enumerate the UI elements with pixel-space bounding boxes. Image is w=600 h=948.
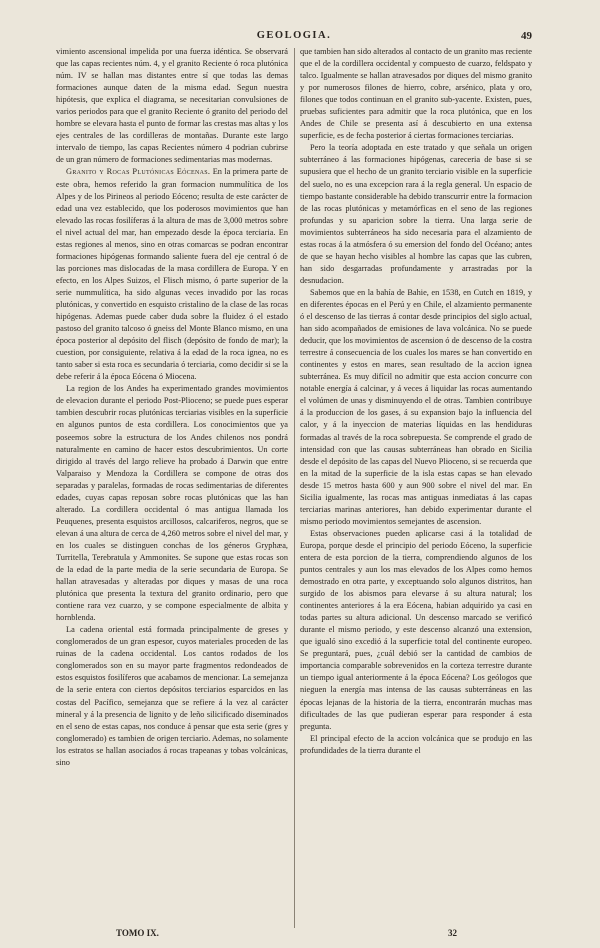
paragraph	[300, 528, 532, 733]
paragraph	[56, 46, 288, 166]
paragraph	[56, 166, 288, 383]
paragraph	[300, 733, 532, 757]
signature-mark: 32	[448, 928, 457, 938]
paragraph	[300, 287, 532, 528]
page-footer	[56, 928, 532, 942]
paragraph-text: Estas observaciones pueden aplicarse casi á la totalidad de Europa, porque desde el principio del periodo Eóceno, la superficie entera de esta porcion de la tierra, comprendiendo algunos de los puntos centrales y aun los mas elevados de los Alpes como hemos demostrado en otra parte, y exceptuando solo algunos distritos, han surgido de los abismos para elevarse á su altura natural; los continentes anteriores á la era Eócena, habian adquirido ya casi en todas partes su altura adicional. Un descenso marcado se verificó durante el mismo periodo, y este descenso alcanzó una extension, que igualó sino excedió á la superficie total del continente europeo. Se preguntará, pues, ¿cuál debió ser la cantidad de cambios de importancia comparable sobrevenidos en la corteza terrestre durante un tiempo igual anteriormente á la época Eócena? Los geólogos que nieguen la energía mas intensa de las causas subterráneas en las épocas lejanas de la historia de la tierra, encontrarán muchas mas dificultades de las que pudieran esperar para responder á esta pregunta.	[300, 528, 532, 731]
volume-label: TOMO IX.	[116, 928, 159, 938]
paragraph-text: Sabemos que en la bahía de Bahie, en 1538, en Cutch en 1819, y en diferentes épocas en el Perú y en Chile, el alzamiento permanente ó el descenso de las tierras á contar desde principios del siglo actual, han sido acompañados de emisiones de lava volcánica. No se puede deducir, que los movimientos de ascension ó de descenso de la costra terrestre á consecuencia de los cuales los mares se han convertido en continentes y estos en mares, sean resultado de la accion ignea subterránea. Es muy difícil no admitir que esta accion concurre con notable energía á calcinar, y á veces á liquidar las rocas aumentando el volúmen de unas y disminuyendo el de otras. Tambien contribuye á la produccion de los gases, á su expansion bajo la influencia del calor, y á la inyeccion de materias líquidas en las hendiduras formadas al través de la roca sobrepuesta. Se comprende el grado de intensidad con que las causas subterráneas han obrado en Sicilia desde el depósito de las capas del Nuevo Plioceno, si se recuerda que en la mitad de la superficie de la isla estas capas se han elevado desde 15 metros hasta 600 y aun 900 sobre el nivel del mar. En Sicilia igualmente, las rocas mas antiguas inmediatas á las capas terciarias marinas anteriores, han debido experimentar durante el mismo periodo movimientos semejantes de ascension.	[300, 287, 532, 526]
page-header	[56, 30, 532, 46]
paragraph	[56, 383, 288, 624]
right-column	[300, 46, 532, 926]
paragraph-text: La region de los Andes ha experimentado grandes movimientos de elevacion durante el periodo Post-Plioceno; se puede pues esperar tambien descubrir rocas plutónicas terciarias visibles en la superficie en algunos puntos de esta cordillera. Los conocimientos que ya poseemos sobre la estructura de los Andes chilenos nos pondrá naturalmente en camino de hacer estos descubrimientos. Un corte dirigido al través del largo relieve ha probado á Darwin que entre Valparaiso y Mendoza la Cordillera se compone de otras dos separadas y paralelas, formadas de rocas sedimentarias de diferentes edades, cuyas capas reposan sobre rocas plutónicas que las han alterado. La cordillera occidental ó mas antigua llamada los Peuquenes, presenta esquistos arcillosos, calcariferos, negros, que se elevan á una altura de cerca de 4,260 metros sobre el nivel del mar, y en los cuales se distinguen conchas de los géneros Gryphæa, Turritella, Terebratula y Ammonites. Se supone que estas rocas son de la edad de la parte media de la serie secundaria de Europa. Se hallan atravesadas y alteradas por diques y masas de una roca plutónica que presenta la textura del granito ordinario, pero que contiene rara vez cuarzo, y se compone especialmente de albita y hornblenda.	[56, 384, 288, 623]
paragraph-text: que tambien han sido alterados al contacto de un granito mas reciente que el de la cordillera occidental y compuesto de cuarzo, feldspato y talco. Igualmente se hallan atravesados por diques del mismo granito y por numerosos filones de hierro, cobre, arsénico, plata y oro, filones que todos continuan en el granito sub-yacente. Existen, pues, pruebas suficientes para admitir que la roca plutónica, que en los Andes de Chile se presenta así á descubierto en una extensa superficie, es de fecha posterior á ciertas formaciones terciarias.	[300, 47, 532, 141]
paragraph-text: El principal efecto de la accion volcánica que se produjo en las profundidades de la tierra durante el	[300, 733, 532, 755]
paragraph-text: En la primera parte de este obra, hemos referido la gran formacion nummulítica de los Alpes y de los Pirineos al periodo Eóceno; resulta de este carácter de edad una vez establecido, que los poderosos movimientos que han elevado las rocas fosilíferas á la altura de mas de 3,000 metros sobre el nivel actual del mar, han empezado desde la época terciaria. En estas regiones al menos, sino en otras comarcas se podran encontrar formaciones hipógenas formando saliente fuera del eje central ó de las porciones mas dislocadas de la masa cordillera de Europa. Y en efecto, en los Alpes Suizos, el Flisch mismo, ó parte superior de la serie nummulítica, ha sido algunas veces invadido por las rocas plutónicas, y convertido en esquisto cristalino de la clase de las rocas hipógenas. Ademas puede caber duda sobre la fluidez ó el estado pastoso del granito talcoso ó gneiss del Monte Blanco mismo, en una época posterior al depósito del flisch (depósito de fondo de mar); la cuestion, por consiguiente, relativa á la edad de la roca ignea, no es tanto saber si esta roca es secundaria ó terciaria, como decidir si se la debe referir á la época Eócena ó Miocena.	[56, 167, 288, 382]
paragraph	[56, 624, 288, 769]
running-title: GEOLOGIA.	[256, 30, 332, 41]
paragraph-text: Pero la teoría adoptada en este tratado y que señala un origen subterráneo á las formaciones hipógenas, careceria de base si se supusiera que el hecho de un granito terciario visible en la superficie del suelo, no es una excepcion rara á la regla general. Un espacio de tiempo bastante considerable ha debido transcurrir entre la formacion de las rocas plutónicas y metamórficas en el seno de las regiones profundas y su aparicion sobre la tierra. Una larga serie de movimientos subterráneos ha sido necesaria para el alzamiento de estas rocas á la atmósfera ó su emersion del fondo del Océano; antes de que se hayan hecho visibles al hombre las capas que las cubren, han sido desgarradas profundamente y arrastradas por la desnudacion.	[300, 143, 532, 285]
column-divider	[294, 48, 295, 928]
paragraph	[300, 46, 532, 142]
page-number: 49	[521, 30, 532, 42]
left-column	[56, 46, 288, 926]
section-heading: Granito y Rocas Plutónicas Eócenas.	[66, 167, 211, 177]
paragraph-text: vimiento ascensional impelida por una fuerza idéntica. Se observará que las capas recientes núm. 4, y el granito Reciente ó roca plutónica núm. IV se hallan mas distantes entre sí que todas las demas formaciones aunque daten de la misma edad. Segun nuestra hipótesis, que explica el diagrama, se necesitarian convulsiones de varios periodos para que el granito Reciente ó granito del periodo del hombre se elevara hasta el punto de formar las crestas mas altas y los ejes centrales de las cordilleras de montañas. Durante este largo intervalo de tiempo, las capas Recientes número 4 podrian cubrirse de un gran número de formaciones sedimentarias mas modernas.	[56, 47, 288, 165]
paragraph	[300, 142, 532, 287]
paragraph-text: La cadena oriental está formada principalmente de greses y conglomerados de un gran espesor, cuyos materiales proceden de las ruinas de la cadena occidental. Los cantos rodados de los conglomerados son en su mayor parte fragmentos redondeados de estos esquistos fosilíferos que acabamos de mencionar. La semejanza de la serie entera con ciertos depósitos terciarios esparcidos en las costas del Pacífico, semejanza que se refiere á la vez al carácter mineral y á la presencia de lignito y de leño silicificado diseminados en el seno de estas capas, nos conduce á pensar que esta serie (gres y conglomerado) es tambien de origen terciario. Ademas, no solamente los estratos se hallan asociados á rocas trapeanas y tobas volcánicas, sino	[56, 625, 288, 767]
